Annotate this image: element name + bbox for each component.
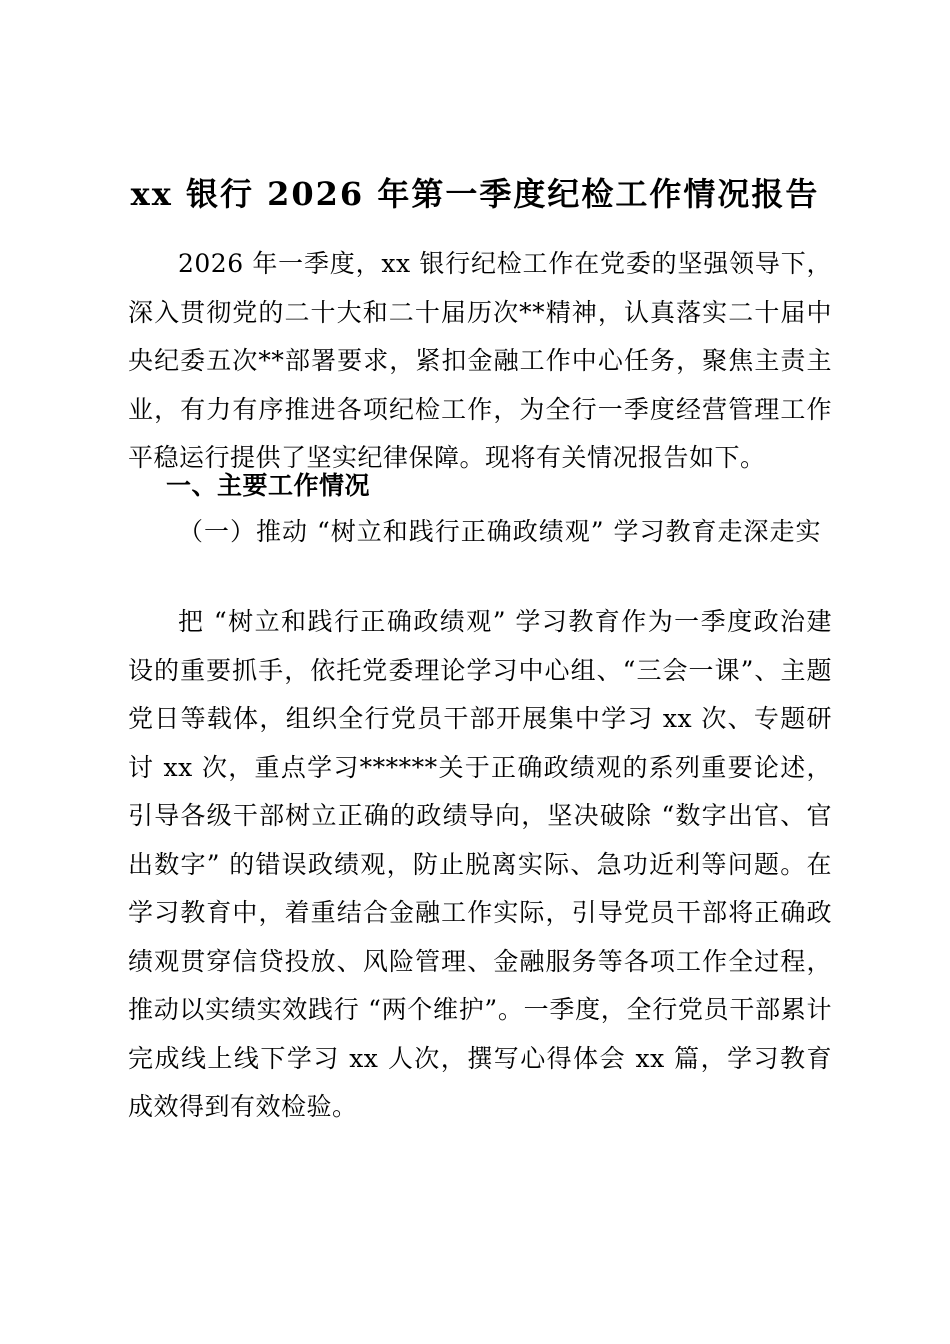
intro-paragraph: 2026 年一季度，xx 银行纪检工作在党委的坚强领导下，深入贯彻党的二十大和二十届历次**精神，认真落实二十届中央纪委五次**部署要求，紧扣金融工作中心任务，聚焦主责主业，有力有序推进各项纪检工作，为全行一季度经营管理工作平稳运行提供了坚实纪律保障。现将有关情况报告如下。	[128, 249, 832, 472]
document-title: xx 银行 2026 年第一季度纪检工作情况报告	[130, 175, 820, 213]
subsection-paragraph: 把 “树立和践行正确政绩观” 学习教育作为一季度政治建设的重要抓手，依托党委理论学习中心组、“三会一课”、主题党日等载体，组织全行党员干部开展集中学习 xx 次、专题研讨 xx 次，重点学习******关于正确政绩观的系列重要论述，引导各级干部树立正确的政绩导向，坚决破除 “数字出官、官出数字” 的错误政绩观，防止脱离实际、急功近利等问题。在学习教育中，着重结合金融工作实际，引导党员干部将正确政绩观贯穿信贷投放、风险管理、金融服务等各项工作全过程，推动以实绩实效践行 “两个维护”。一季度，全行党员干部累计完成线上线下学习 xx 人次，撰写心得体会 xx 篇，学习教育成效得到有效检验。	[128, 607, 832, 1121]
section-heading: 一、主要工作情况	[166, 471, 371, 500]
subsection-heading: （一）推动 “树立和践行正确政绩观” 学习教育走深走实	[178, 517, 822, 546]
